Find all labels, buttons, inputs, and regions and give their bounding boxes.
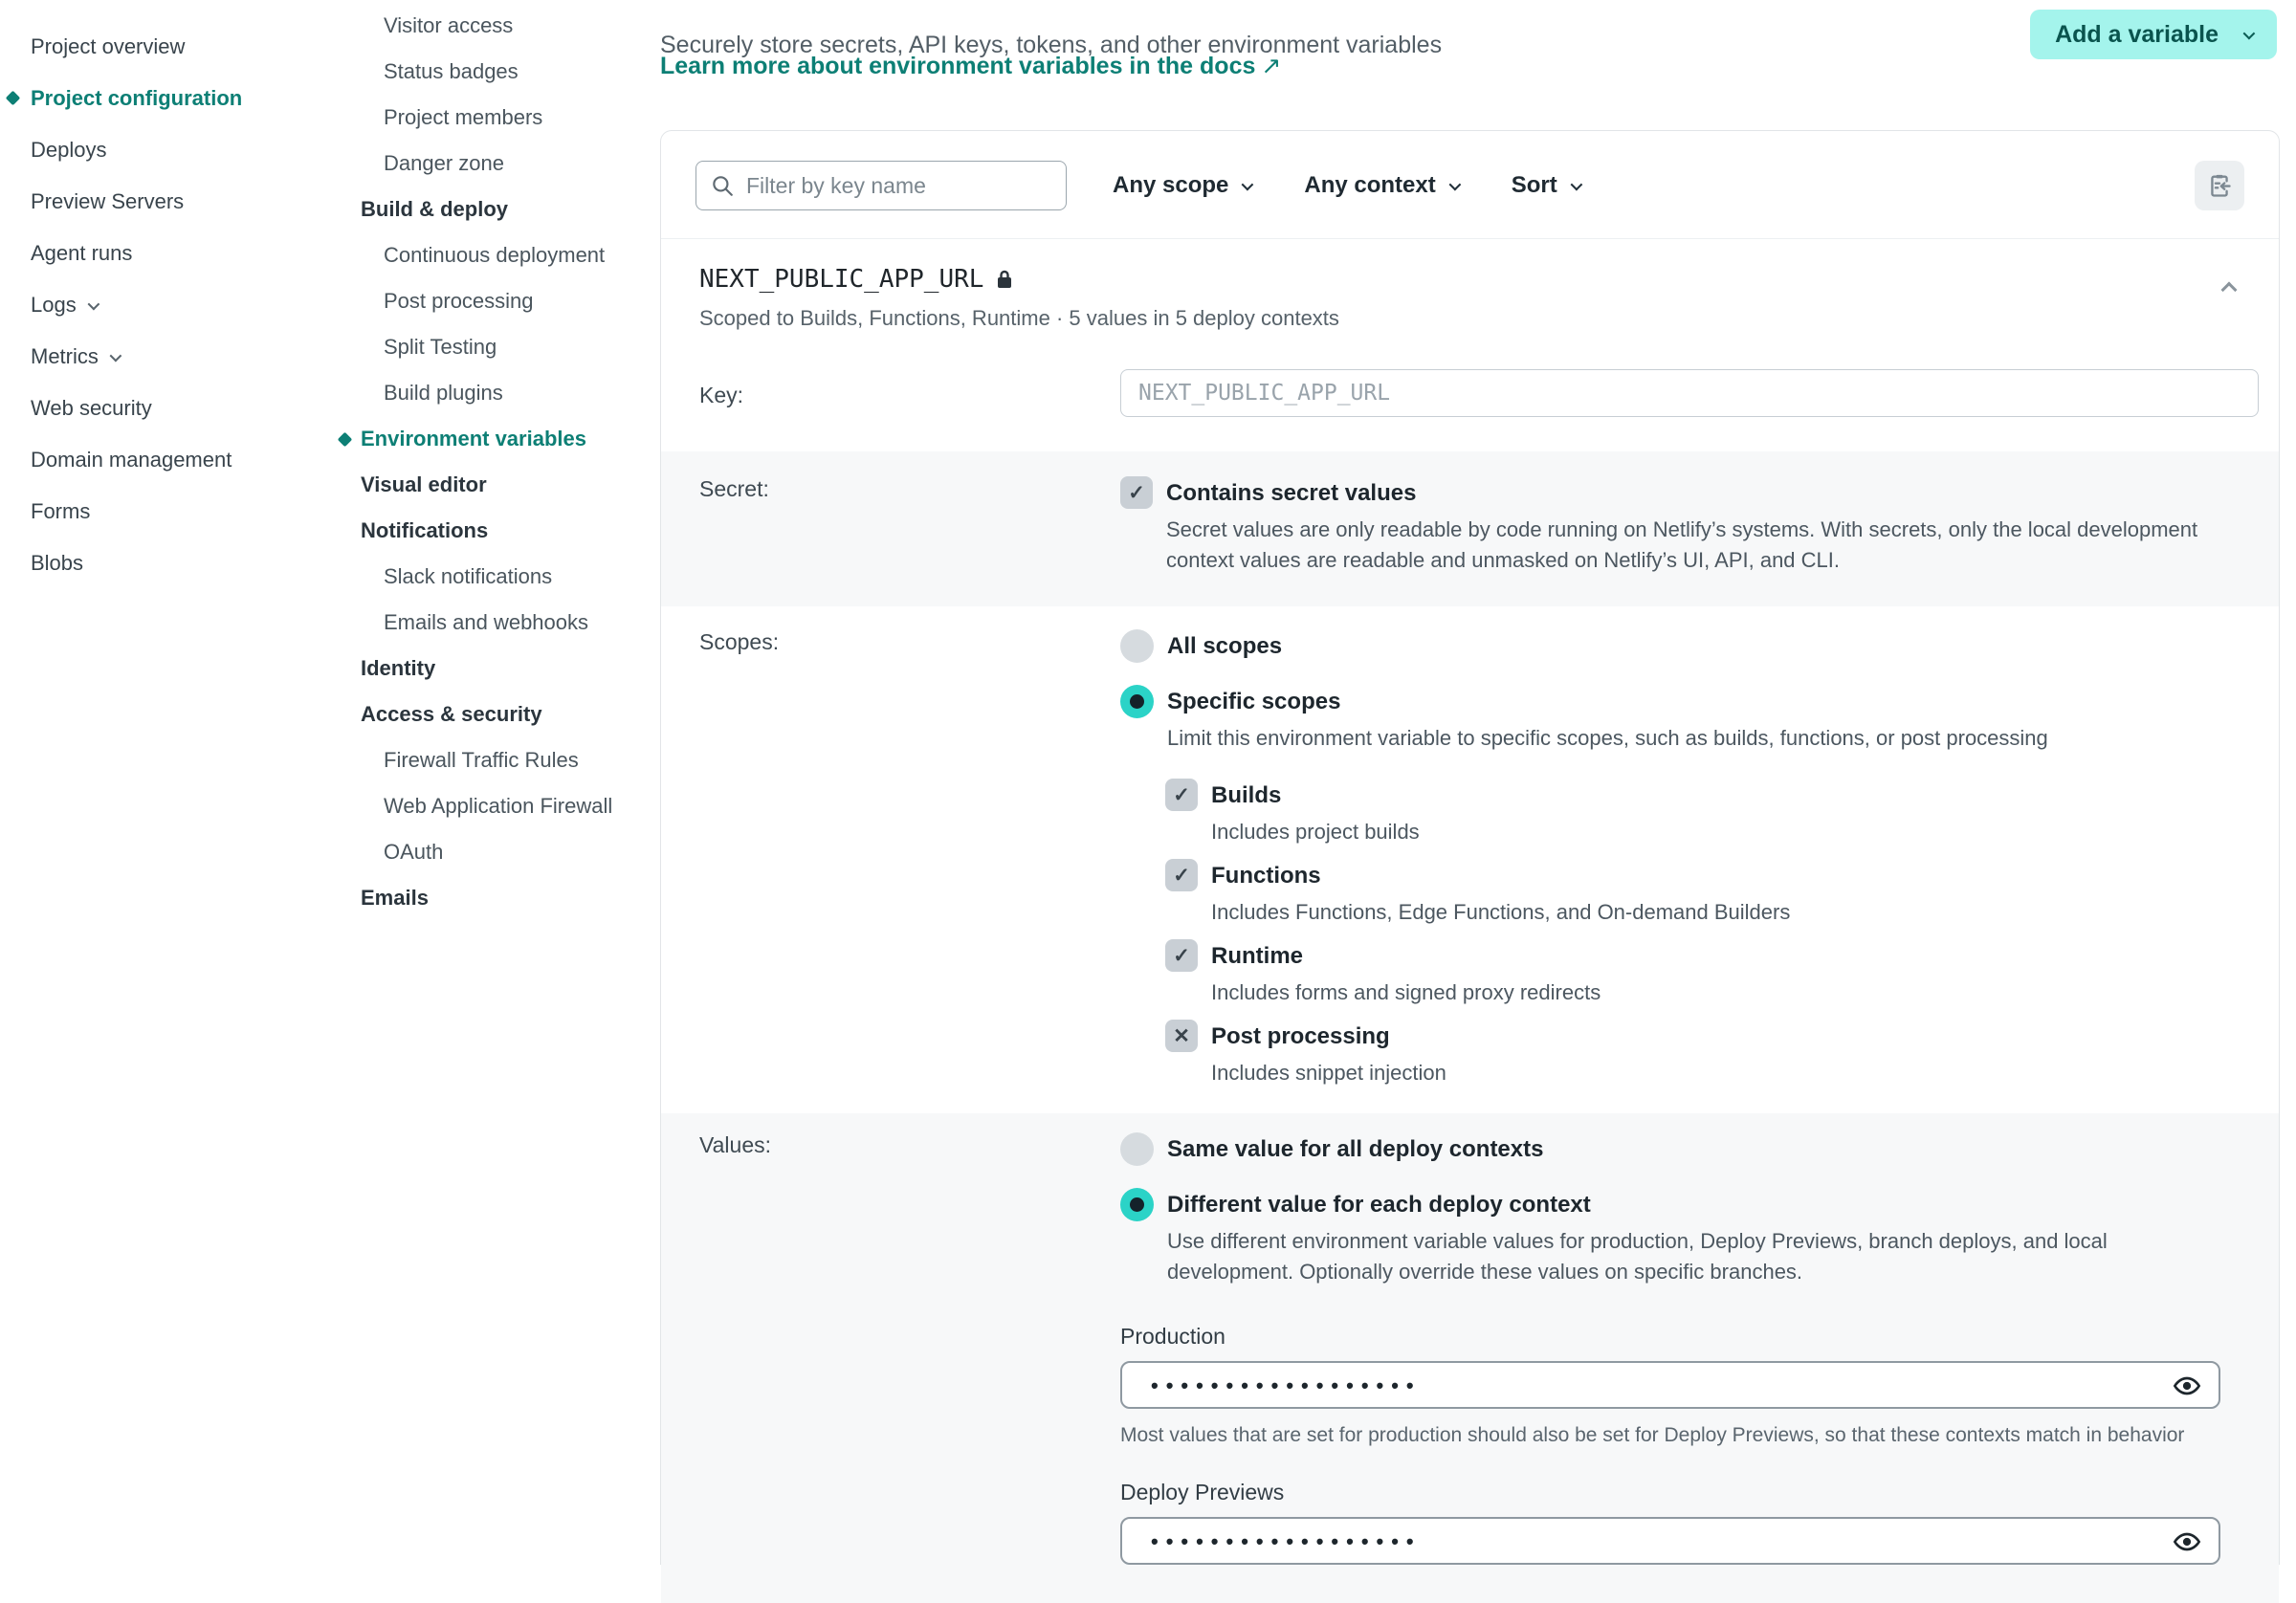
clipboard-import-icon: [2206, 172, 2233, 199]
key-input[interactable]: [1120, 369, 2259, 417]
production-helper-text: Most values that are set for production should also be set for Deploy Previews, so that these contexts match in behavior: [1120, 1424, 2185, 1446]
same-value-option: [1120, 1132, 2279, 1167]
eye-icon: [2172, 1526, 2202, 1557]
environment-variables-card: [660, 130, 2280, 1565]
deploy-previews-reveal-button[interactable]: [2171, 1526, 2203, 1559]
specific-scopes-radio[interactable]: [1120, 685, 1154, 718]
deploy-previews-masked-value: ••••••••••••••••••: [1151, 1529, 1422, 1553]
different-value-description: Use different environment variable values for production, Deploy Previews, branch deploys, and local development. Optionally override these values on specific branches.: [1167, 1229, 2108, 1284]
subnav-item-identity[interactable]: Identity: [361, 656, 436, 680]
subnav-item-environment-variables[interactable]: [361, 425, 629, 453]
values-row: [661, 1113, 2279, 1603]
subnav-item-project-members[interactable]: Project members: [384, 105, 543, 129]
sidebar-item-label: Domain management: [31, 448, 232, 472]
specific-scopes-description: Limit this environment variable to specific scopes, such as builds, functions, or post processing: [1167, 726, 2048, 750]
sidebar-item-label: Forms: [31, 499, 91, 523]
chevron-down-icon: [1242, 178, 1254, 190]
sidebar-item-blobs[interactable]: [31, 538, 327, 589]
subnav-item-emails[interactable]: Emails: [361, 886, 429, 910]
subnav-item-post-processing[interactable]: Post processing: [384, 289, 534, 313]
secret-checkbox[interactable]: ✓: [1120, 476, 1153, 509]
subnav-item-split-testing[interactable]: Split Testing: [384, 335, 497, 359]
secret-option-title: Contains secret values: [1166, 480, 1417, 506]
subnav-item-continuous-deployment[interactable]: Continuous deployment: [384, 243, 606, 267]
sidebar-item-logs[interactable]: [31, 279, 327, 331]
scope-filter-dropdown[interactable]: [1113, 172, 1250, 199]
production-reveal-button[interactable]: [2171, 1371, 2203, 1403]
scope-option-builds: [1165, 779, 2279, 847]
search-icon: [710, 173, 735, 198]
subnav-item-firewall-traffic-rules[interactable]: Firewall Traffic Rules: [384, 748, 579, 772]
scope-filter-label: Any scope: [1113, 172, 1229, 198]
subnav-item-danger-zone[interactable]: Danger zone: [384, 151, 504, 175]
docs-link[interactable]: [660, 52, 1281, 80]
sidebar-item-label: Logs: [31, 293, 77, 317]
import-env-button[interactable]: [2195, 161, 2244, 210]
chevron-down-icon: [87, 297, 99, 310]
subnav-item-slack-notifications[interactable]: Slack notifications: [384, 564, 553, 588]
chevron-down-icon: [1570, 178, 1582, 190]
docs-link-label: Learn more about environment variables in the docs: [660, 53, 1256, 79]
post-processing-title: Post processing: [1211, 1023, 1390, 1049]
runtime-checkbox[interactable]: ✓: [1165, 939, 1198, 972]
sidebar-item-agent-runs[interactable]: [31, 228, 327, 279]
scopes-label: Scopes:: [699, 629, 780, 654]
post-processing-checkbox[interactable]: ✕: [1165, 1020, 1198, 1052]
filter-by-key-input[interactable]: [744, 172, 1052, 200]
sidebar-item-label: Project configuration: [31, 86, 243, 110]
deploy-previews-value-field[interactable]: [1120, 1517, 2220, 1565]
context-filter-dropdown[interactable]: [1304, 172, 1457, 199]
active-diamond-icon: [338, 432, 353, 448]
functions-checkbox[interactable]: ✓: [1165, 859, 1198, 891]
chevron-down-icon: [1448, 178, 1461, 190]
variable-name-text: NEXT_PUBLIC_APP_URL: [699, 265, 984, 294]
same-value-title: Same value for all deploy contexts: [1167, 1136, 1544, 1162]
subnav-item-visitor-access[interactable]: Visitor access: [384, 13, 514, 37]
context-filter-label: Any context: [1304, 172, 1436, 198]
secret-row: [661, 451, 2279, 606]
sidebar-item-forms[interactable]: [31, 486, 327, 538]
external-link-arrow-icon: ↗: [1261, 53, 1282, 79]
sidebar-item-project-overview[interactable]: [31, 21, 327, 73]
secondary-sidebar: [361, 0, 629, 930]
runtime-description: Includes forms and signed proxy redirects: [1211, 980, 1601, 1004]
subnav-item-emails-and-webhooks[interactable]: Emails and webhooks: [384, 610, 589, 634]
different-value-option: [1120, 1188, 2279, 1287]
eye-icon: [2172, 1371, 2202, 1401]
filter-input-wrapper: [695, 161, 1067, 210]
subnav-item-oauth[interactable]: OAuth: [384, 840, 444, 864]
sort-label: Sort: [1511, 172, 1557, 198]
subnav-header-notifications[interactable]: Notifications: [361, 518, 489, 542]
sidebar-item-label: Project overview: [31, 34, 186, 58]
sidebar-item-label: Agent runs: [31, 241, 133, 265]
scopes-row: [661, 606, 2279, 1113]
production-masked-value: ••••••••••••••••••: [1151, 1373, 1422, 1397]
sidebar-item-label: Web security: [31, 396, 152, 420]
sort-dropdown[interactable]: [1512, 172, 1579, 199]
active-diamond-icon: [6, 91, 21, 106]
sidebar-item-preview-servers[interactable]: [31, 176, 327, 228]
subnav-header-access-security[interactable]: Access & security: [361, 702, 542, 726]
chevron-down-icon: [2243, 27, 2256, 39]
lock-icon: [995, 269, 1014, 290]
sidebar-item-label: Preview Servers: [31, 189, 185, 213]
add-variable-button[interactable]: [2030, 10, 2277, 59]
sidebar-item-domain-management[interactable]: [31, 434, 327, 486]
variable-summary: Scoped to Builds, Functions, Runtime · 5 values in 5 deploy contexts: [699, 306, 1339, 330]
runtime-title: Runtime: [1211, 943, 1303, 969]
subnav-item-build-plugins[interactable]: Build plugins: [384, 381, 503, 405]
same-value-radio[interactable]: [1120, 1132, 1154, 1166]
main-content: [660, 0, 2296, 1553]
variable-name: [699, 265, 2241, 294]
specific-scopes-option: [1120, 685, 2279, 754]
builds-checkbox[interactable]: ✓: [1165, 779, 1198, 811]
subnav-item-visual-editor[interactable]: Visual editor: [361, 472, 487, 496]
chevron-up-icon: [2221, 281, 2238, 297]
subnav-item-label: Environment variables: [361, 427, 586, 450]
all-scopes-radio[interactable]: [1120, 629, 1154, 663]
scope-option-post-processing: [1165, 1020, 2279, 1088]
sidebar-item-label: Metrics: [31, 344, 99, 368]
chevron-down-icon: [109, 349, 121, 362]
collapse-variable-button[interactable]: [2204, 272, 2242, 310]
sidebar-item-metrics[interactable]: [31, 331, 327, 383]
key-label: Key:: [699, 383, 744, 407]
secret-label: Secret:: [699, 476, 769, 501]
functions-title: Functions: [1211, 863, 1321, 889]
all-scopes-option: [1120, 629, 2279, 664]
production-label: Production: [1120, 1324, 1225, 1349]
values-label: Values:: [699, 1132, 772, 1157]
add-variable-label: Add a variable: [2055, 20, 2219, 48]
builds-title: Builds: [1211, 782, 1282, 808]
filter-toolbar: [661, 131, 2279, 239]
variable-header: [661, 239, 2279, 356]
page-description: Securely store secrets, API keys, tokens, and other environment variables: [660, 32, 1443, 58]
production-value-field[interactable]: [1120, 1361, 2220, 1409]
scope-checkbox-list: [1165, 779, 2279, 1113]
secret-option-description: Secret values are only readable by code running on Netlify’s systems. With secrets, only the local development context values are readable and unmasked on Netlify’s UI, API, and CLI.: [1166, 517, 2198, 572]
deploy-previews-label: Deploy Previews: [1120, 1480, 1285, 1504]
post-processing-description: Includes snippet injection: [1211, 1061, 1446, 1085]
different-value-radio[interactable]: [1120, 1188, 1154, 1221]
scope-option-runtime: [1165, 939, 2279, 1008]
secret-option: [1120, 476, 2279, 576]
subnav-item-web-application-firewall[interactable]: Web Application Firewall: [384, 794, 613, 818]
key-row: [661, 356, 2279, 451]
different-value-title: Different value for each deploy context: [1167, 1192, 1591, 1218]
sidebar-item-web-security[interactable]: [31, 383, 327, 434]
sidebar-item-label: Deploys: [31, 138, 107, 162]
sidebar-item-project-configuration[interactable]: [31, 73, 327, 124]
functions-description: Includes Functions, Edge Functions, and On-demand Builders: [1211, 900, 1791, 924]
subnav-item-status-badges[interactable]: Status badges: [384, 59, 519, 83]
scope-option-functions: [1165, 859, 2279, 928]
primary-sidebar: [31, 21, 327, 589]
sidebar-item-label: Blobs: [31, 551, 84, 575]
builds-description: Includes project builds: [1211, 820, 1420, 844]
specific-scopes-title: Specific scopes: [1167, 689, 1341, 714]
all-scopes-title: All scopes: [1167, 633, 1283, 659]
sidebar-item-deploys[interactable]: [31, 124, 327, 176]
subnav-header-build-deploy[interactable]: Build & deploy: [361, 197, 508, 221]
